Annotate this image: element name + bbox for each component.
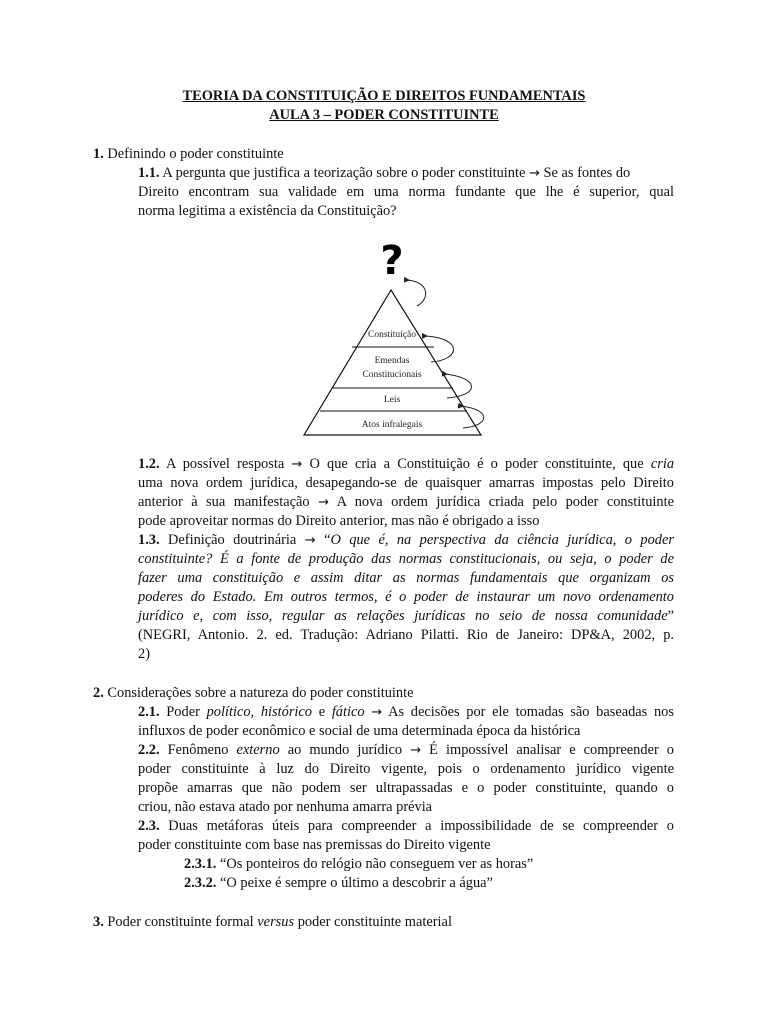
para-2-3-line-1: 2.3. Duas metáforas úteis para compreender a impossibilidade de se compreender o [138, 818, 674, 834]
arrow-right-icon: → [410, 743, 422, 758]
document-subtitle: AULA 3 – PODER CONSTITUINTE [269, 107, 499, 123]
para-1-3-line-7: 2) [138, 646, 150, 662]
arrow-right-icon: → [291, 457, 303, 472]
pyramid-level-atos: Atos infralegais [361, 420, 423, 430]
para-2-3-line-2: poder constituinte com base nas premissas do Direito vigente [138, 837, 491, 853]
para-2-1-line-2: influxos de poder econômico e social de uma determinada época da histórica [138, 723, 581, 739]
pyramid-level-constitucionais: Constitucionais [362, 370, 422, 380]
para-2-2-line-1: 2.2. Fenômeno externo ao mundo jurídico → É impossível analisar e compreender o [138, 742, 674, 758]
pyramid-level-constituicao: Constituição [367, 330, 417, 340]
para-2-2-line-4: criou, não estava atado por nenhuma amarra prévia [138, 799, 433, 815]
curved-arrow-icon-1 [407, 280, 426, 306]
para-2-1-line-1: 2.1. Poder político, histórico e fático → As decisões por ele tomadas são baseadas nos [138, 704, 674, 720]
para-1-2-line-3: anterior à sua manifestação → A nova ordem jurídica criada pelo poder constituinte [138, 494, 674, 510]
para-1-2-line-4: pode aproveitar normas do Direito anterior, mas não é obrigado a isso [138, 513, 540, 529]
document-title: TEORIA DA CONSTITUIÇÃO E DIREITOS FUNDAMENTAIS [182, 88, 586, 104]
para-2-2-line-2: poder constituinte à luz do Direito vigente, pois o ordenamento jurídico vigente [138, 761, 674, 777]
para-1-3-line-4: poderes do Estado. Em outros termos, é o poder de instaurar um novo ordenamento [138, 589, 674, 605]
curved-arrow-icon-2 [425, 336, 454, 362]
para-1-1-line-1: 1.1. A pergunta que justifica a teorização sobre o poder constituinte → Se as fontes do [138, 165, 631, 181]
para-2-3-1: 2.3.1. “Os ponteiros do relógio não conseguem ver as horas” [184, 856, 534, 872]
arrow-right-icon: → [529, 166, 540, 181]
para-1-1-line-2: Direito encontram sua validade em uma norma fundante que lhe é superior, qual [138, 184, 674, 200]
section-1-heading: 1. Definindo o poder constituinte [93, 146, 284, 162]
section-3-heading: 3. Poder constituinte formal versus poder constituinte material [93, 914, 452, 930]
arrow-right-icon: → [304, 533, 316, 548]
pyramid-diagram [295, 240, 495, 440]
para-1-2-line-2: uma nova ordem jurídica, desapegando-se de quaisquer amarras impostas pelo Direito [138, 475, 674, 491]
para-2-3-2: 2.3.2. “O peixe é sempre o último a descobrir a água” [184, 875, 493, 891]
para-1-3-line-2: constituinte? É a fonte de produção das normas constitucionais, ou seja, o poder de [138, 551, 674, 567]
pyramid-level-emendas: Emendas [374, 356, 410, 366]
para-1-3-line-6: (NEGRI, Antonio. 2. ed. Tradução: Adriano Pilatti. Rio de Janeiro: DP&A, 2002, p. [138, 627, 674, 643]
para-2-2-line-3: propõe amarras que não podem ser ultrapassadas e o poder constituinte, quando o [138, 780, 674, 796]
arrow-right-icon: → [318, 495, 329, 510]
para-1-3-line-5: jurídico e, com isso, regular as relações jurídicas no seio de nossa comunidade” [138, 608, 674, 624]
para-1-3-line-1: 1.3. Definição doutrinária → “O que é, na perspectiva da ciência jurídica, o poder [138, 532, 674, 548]
question-mark-icon: ? [380, 240, 404, 284]
para-1-2-line-1: 1.2. A possível resposta → O que cria a Constituição é o poder constituinte, que cria [138, 456, 675, 472]
para-1-1-line-3: norma legitima a existência da Constituição? [138, 203, 397, 219]
section-2-heading: 2. Considerações sobre a natureza do poder constituinte [93, 685, 414, 701]
arrow-right-icon: → [371, 705, 383, 720]
curved-arrow-icon-3 [445, 374, 472, 398]
para-1-3-line-3: fazer uma constituição e assim ditar as normas fundamentais que organizam os [138, 570, 674, 586]
pyramid-level-leis: Leis [383, 395, 401, 405]
